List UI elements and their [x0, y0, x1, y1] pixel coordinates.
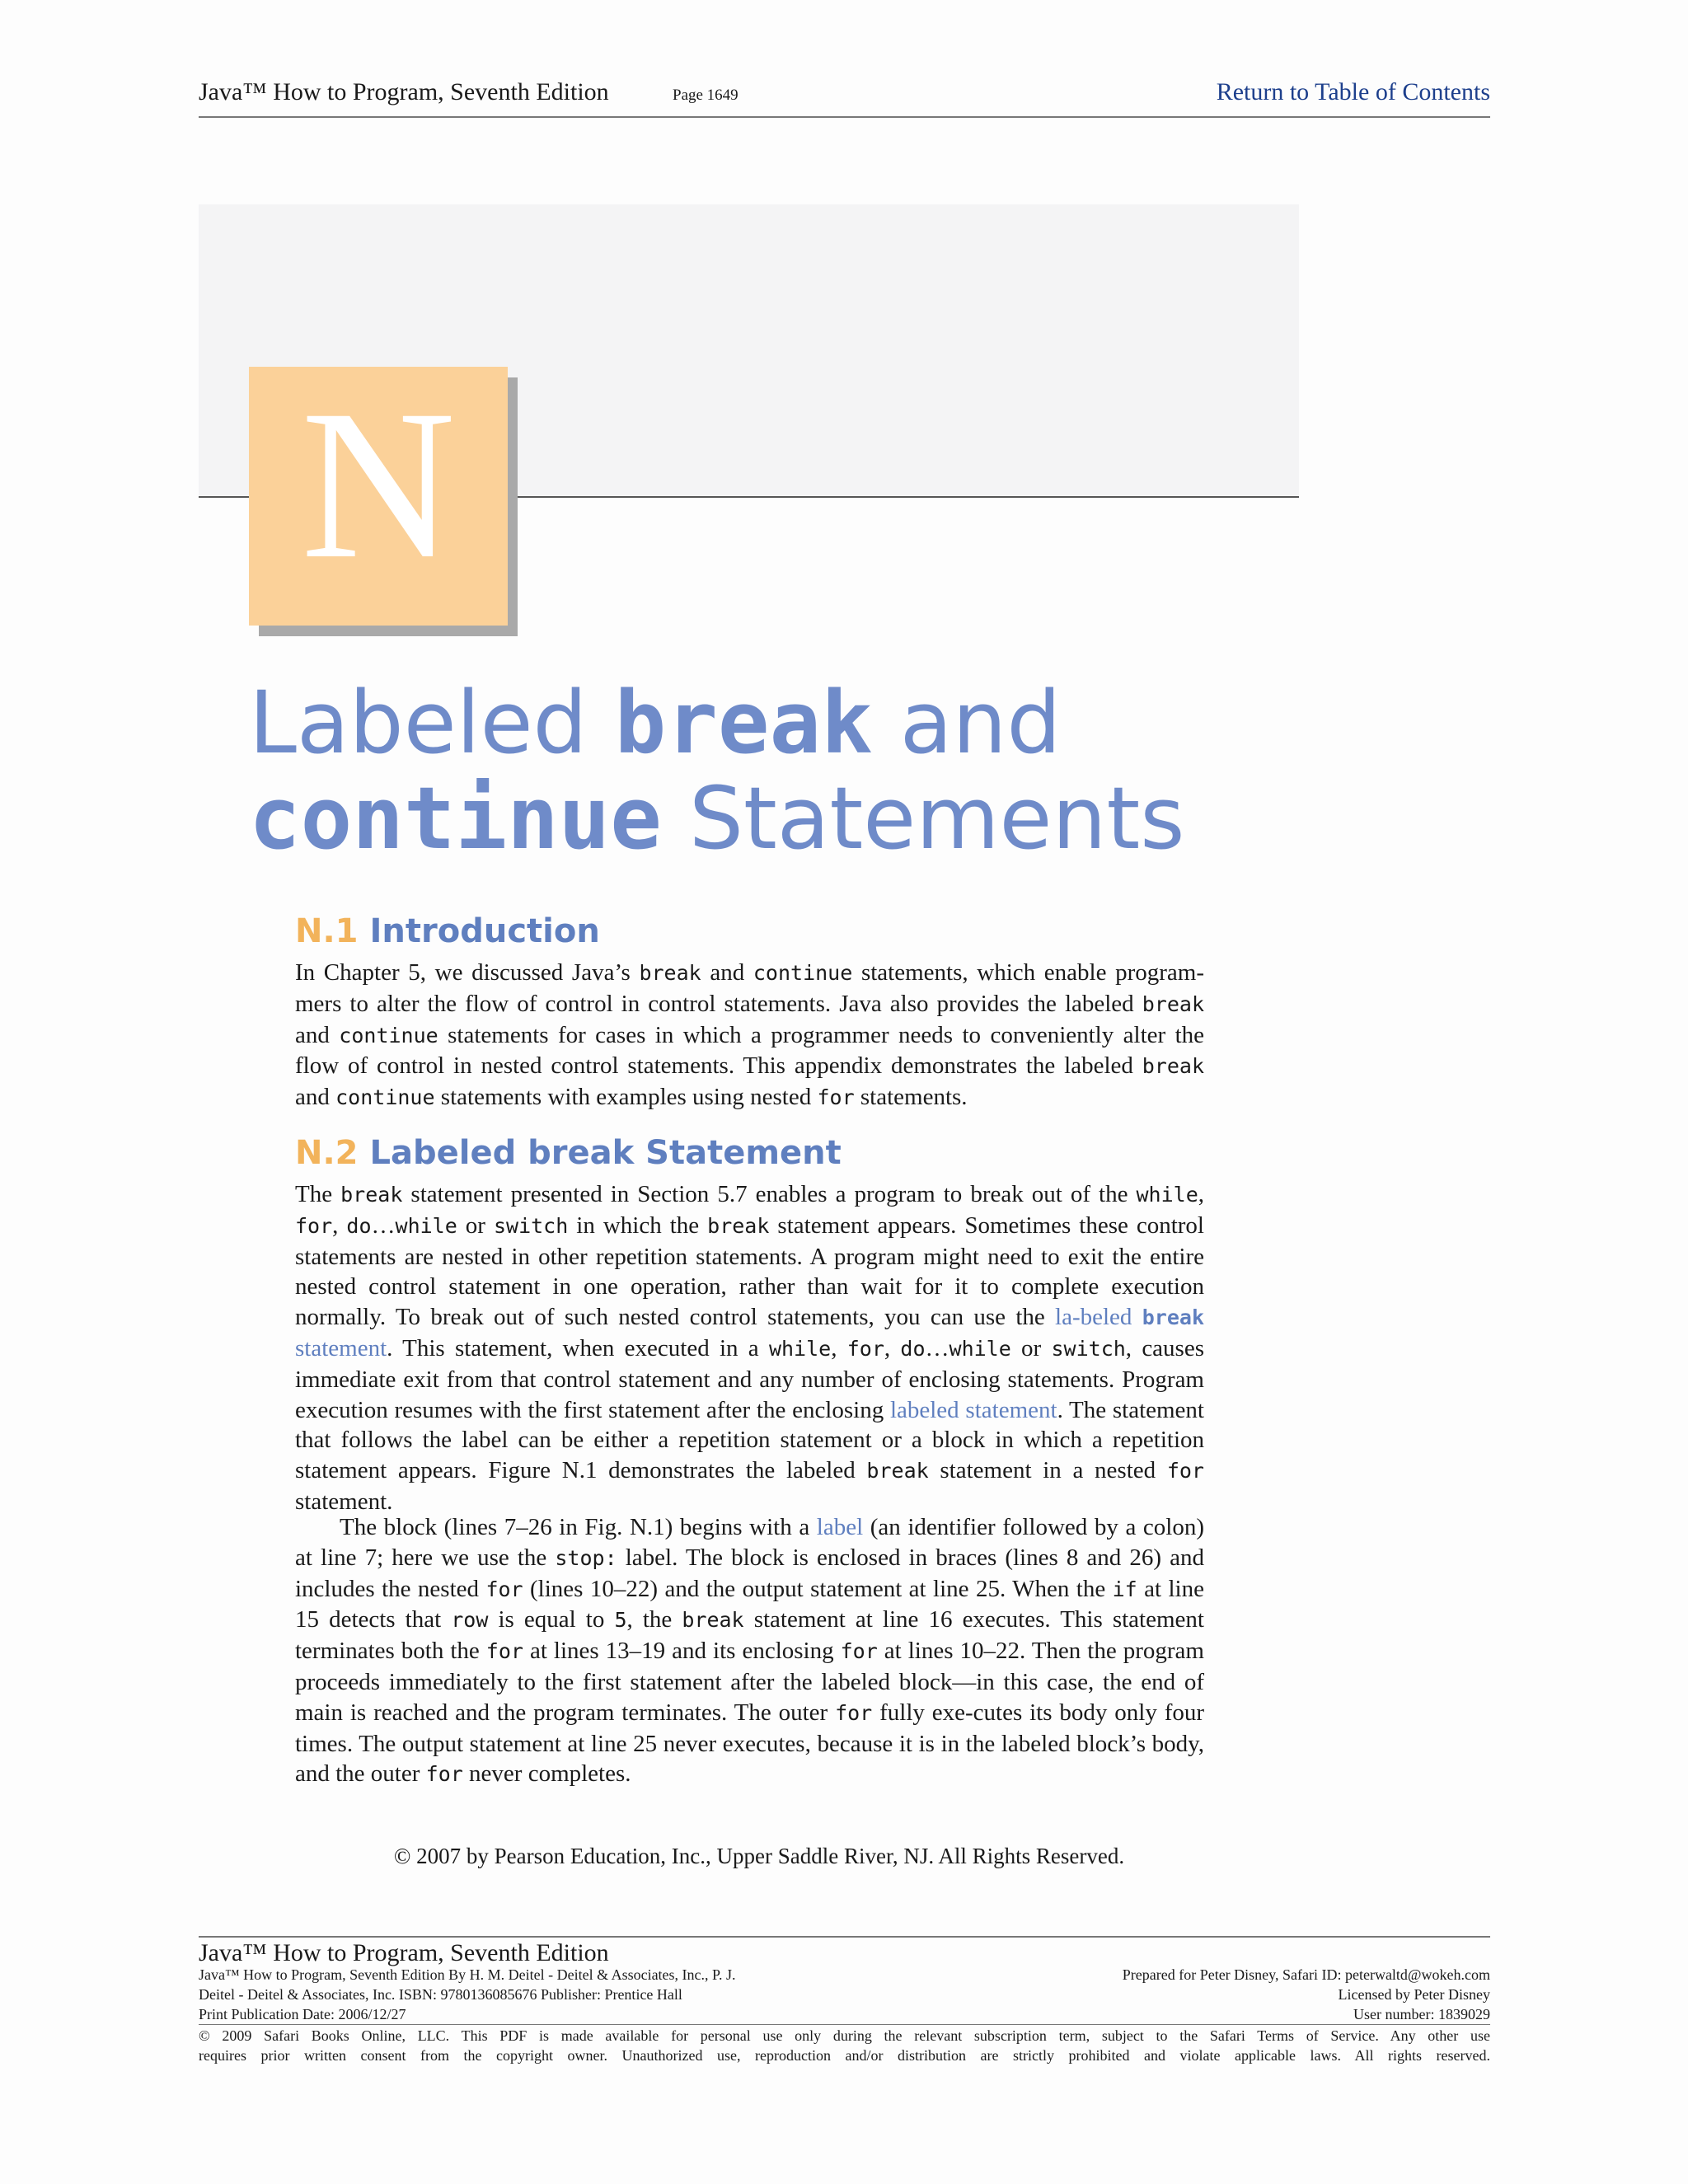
text: statement at line 16 executes. This statement terminates both the	[295, 1606, 1204, 1665]
text: fully exe-cutes its body only four times. The output statement at line 25 never executes, because it is in the labeled block’s body, and the outer	[295, 1699, 1205, 1788]
code: while	[1136, 1183, 1198, 1207]
paragraph-labeled-break-1	[295, 1179, 1204, 1517]
code: break	[682, 1608, 744, 1633]
title-text: and	[872, 673, 1062, 773]
code: break	[1142, 1054, 1204, 1079]
code: for	[846, 1336, 884, 1361]
text: (an identifier followed by a colon) at line 7; here we use the	[295, 1514, 1205, 1571]
title-text: Statements	[661, 768, 1185, 869]
code: switch	[493, 1213, 569, 1238]
title-code-break: break	[614, 673, 873, 773]
text: or	[1010, 1334, 1052, 1361]
text: The block (lines 7–26 in Fig. N.1) begins with a	[340, 1514, 817, 1540]
code: while	[768, 1336, 832, 1361]
text: …	[371, 1212, 396, 1239]
code: continue	[753, 961, 853, 985]
text: statements.	[854, 1084, 968, 1111]
section-title: Introduction	[369, 912, 600, 950]
title-code-continue: continue	[249, 768, 662, 869]
code: for	[295, 1213, 333, 1238]
code: while	[949, 1336, 1011, 1361]
text: statement presented in Section 5.7 enables a program to break out of the	[402, 1181, 1137, 1207]
text: statement.	[295, 1488, 393, 1515]
text: ,	[1198, 1181, 1204, 1207]
section-number: N.2	[295, 1134, 359, 1172]
text: and	[701, 959, 753, 986]
text: at lines 13–19 and its enclosing	[523, 1638, 841, 1665]
text: in which the	[568, 1212, 708, 1239]
footer-legal-divider	[199, 2024, 1490, 2025]
code: row	[451, 1608, 489, 1633]
copyright-notice: © 2007 by Pearson Education, Inc., Upper Saddle River, NJ. All Rights Reserved.	[393, 1844, 1125, 1868]
text: . This statement, when executed in a	[387, 1334, 769, 1361]
header-book-title: Java™ How to Program, Seventh Edition	[199, 78, 609, 105]
chapter-letter: N	[301, 366, 456, 603]
code: continue	[335, 1085, 435, 1110]
footer-legal-line-2: requires prior written consent from the copyright owner. Unauthorized use, reproduction and/or distribution are strictly prohibited and violate applicable laws. All rights reserved.	[199, 2047, 1490, 2064]
code: for	[1166, 1459, 1204, 1483]
text: never completes.	[462, 1760, 631, 1788]
section-title: Labeled break Statement	[369, 1134, 842, 1172]
text: statements, which enable program-mers to alter the flow of control in control statements. Java also provides the labeled	[295, 959, 1204, 1017]
table-of-contents-link[interactable]: Return to Table of Contents	[1216, 78, 1490, 105]
text: ,	[332, 1212, 347, 1239]
text: and	[295, 1021, 340, 1048]
text: ,	[831, 1334, 847, 1361]
text: label. The block is enclosed in braces (lines 8 and 26) and includes the nested	[295, 1544, 1204, 1602]
code: if	[1112, 1577, 1137, 1601]
code: 5	[614, 1608, 627, 1633]
header-page-number: Page 1649	[673, 87, 738, 104]
footer-isbn: Deitel - Deitel & Associates, Inc. ISBN: 9780136085676 Publisher: Prentice Hall	[199, 1986, 682, 2003]
code: break	[707, 1213, 770, 1238]
text: The	[295, 1181, 341, 1207]
footer-legal-line-1: © 2009 Safari Books Online, LLC. This PDF is made available for personal use only during the relevant subscription term, subject to the Safari Terms of Service. Any other use	[199, 2027, 1490, 2044]
footer-user-number: User number: 1839029	[1353, 2006, 1490, 2022]
title-text: Labeled	[249, 673, 615, 773]
text: …	[925, 1334, 950, 1361]
text: statements for cases in which a programmer needs to conveniently alter the flow of control in nested control statements. This appendix demonstrates the labeled	[295, 1021, 1204, 1080]
text: at lines 10–22. Then the program proceeds immediately to the first statement after the labeled block—in this case, the end of main is reached and the program terminates. The outer	[295, 1638, 1204, 1726]
footer-prepared-for: Prepared for Peter Disney, Safari ID: peterwaltd@wokeh.com	[1122, 1966, 1490, 1983]
code: continue	[339, 1023, 438, 1047]
paragraph-labeled-break-2	[295, 1512, 1204, 1790]
code: for	[485, 1577, 523, 1601]
text: statement appears. Sometimes these control statements are nested in other repetition statements. A program might need to exit the entire nested control statement in one operation, rather than wait for it to complete execution normally. To break out of such nested control statements, you can use the	[295, 1212, 1204, 1331]
code: switch	[1051, 1336, 1126, 1361]
text: or	[457, 1212, 494, 1239]
footer-book-title: Java™ How to Program, Seventh Edition	[199, 1939, 609, 1966]
text: is equal to	[488, 1606, 615, 1633]
code: do	[346, 1213, 372, 1238]
key-term-text: statement	[295, 1334, 387, 1361]
section-heading-labeled-break	[295, 1134, 842, 1172]
text: . The statement that follows the label can be either a repetition statement or a block in which a repetition statement appears. Figure N.1 demonstrates the labeled	[295, 1396, 1204, 1484]
text: and	[295, 1084, 336, 1111]
code: stop:	[555, 1545, 617, 1570]
code: for	[835, 1700, 873, 1725]
key-term-code: break	[1142, 1305, 1204, 1330]
paragraph-introduction	[295, 958, 1204, 1113]
code: break	[866, 1459, 929, 1483]
code: while	[395, 1213, 457, 1238]
code: break	[1142, 991, 1204, 1016]
text: statement in a nested	[928, 1457, 1167, 1484]
key-term-label[interactable]: label	[816, 1514, 864, 1540]
code: break	[340, 1183, 403, 1207]
footer-divider	[199, 1936, 1490, 1938]
text: (lines 10–22) and the output statement at line 25. When the	[523, 1575, 1113, 1602]
code: for	[485, 1639, 523, 1664]
key-term-text: la-beled	[1055, 1304, 1142, 1331]
code: for	[817, 1085, 855, 1110]
chapter-title-line-2	[249, 768, 1185, 869]
code: for	[425, 1762, 463, 1787]
text: In Chapter 5, we discussed Java’s	[295, 959, 640, 986]
text: , the	[626, 1606, 682, 1633]
code: for	[840, 1639, 878, 1664]
footer-book-authors: Java™ How to Program, Seventh Edition By H. M. Deitel - Deitel & Associates, Inc., P. J.	[199, 1966, 736, 1983]
footer-licensed-by: Licensed by Peter Disney	[1338, 1986, 1490, 2003]
section-heading-introduction	[295, 912, 600, 950]
chapter-letter-box	[249, 367, 508, 626]
text: ,	[884, 1334, 901, 1361]
text: , causes immediate exit from that control statement and any number of enclosing statements. Program execution resumes with the first statement after the enclosing	[295, 1334, 1204, 1423]
code: do	[900, 1336, 926, 1361]
section-number: N.1	[295, 912, 359, 950]
text: statements with examples using nested	[434, 1084, 818, 1111]
header-divider	[199, 116, 1490, 118]
key-term-labeled-statement[interactable]: labeled statement	[889, 1396, 1057, 1423]
chapter-title-line-1	[249, 673, 1062, 773]
text: at line 15 detects that	[295, 1575, 1204, 1633]
footer-publication-date: Print Publication Date: 2006/12/27	[199, 2006, 406, 2022]
code: break	[639, 961, 701, 985]
